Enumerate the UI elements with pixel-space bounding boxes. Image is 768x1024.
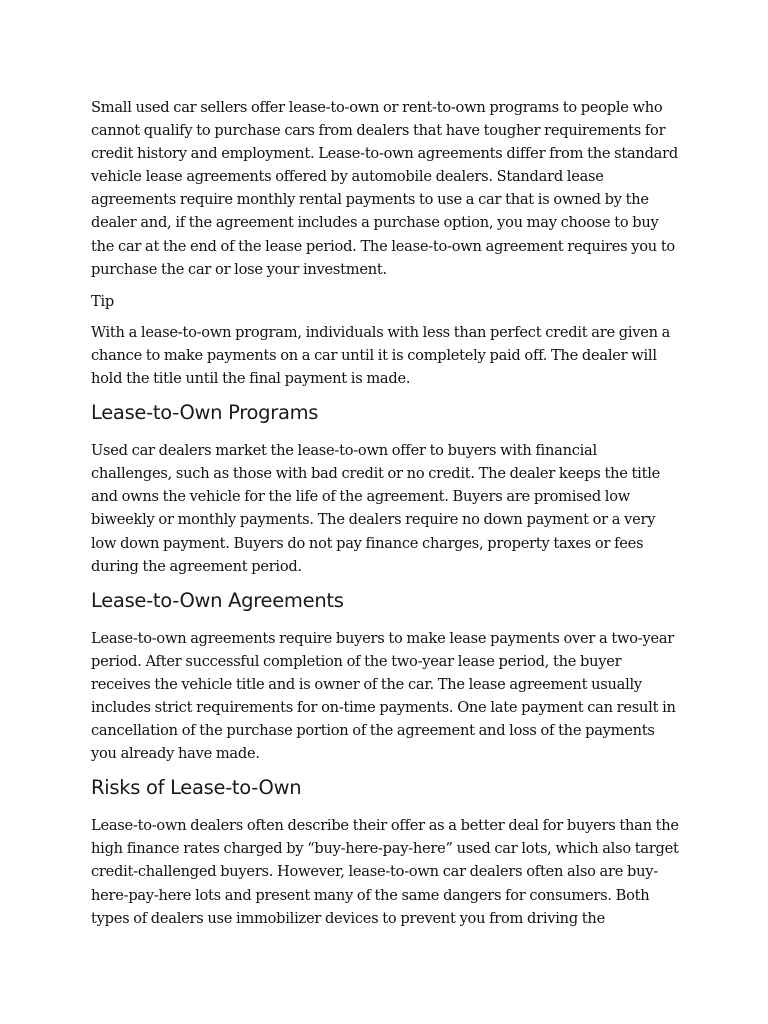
tip-label: Tip xyxy=(91,292,114,310)
section-heading-risks: Risks of Lease-to-Own xyxy=(91,776,302,800)
tip-paragraph: With a lease-to-own program, individuals with less than perfect credit are given a chance to make payments on a car until it is completely paid off. The dealer will hold the title until the final payment is made. xyxy=(91,323,671,388)
intro-paragraph: Small used car sellers offer lease-to-own or rent-to-own programs to people who cannot qualify to purchase cars from dealers that have tougher requirements for credit history and employment. Lease-to-own agreements differ from the standard vehicle lease agreements offered by automobile dealers. Standard lease agreements require monthly rental payments to use a car that is owned by the dealer and, if the agreement includes a purchase option, you may choose to buy the car at the end of the lease period. The lease-to-own agreement requires you to purchase the car or lose your investment. xyxy=(91,99,678,278)
section-heading-agreements: Lease-to-Own Agreements xyxy=(91,588,344,612)
document-page xyxy=(91,96,681,930)
section-body-agreements: Lease-to-own agreements require buyers to make lease payments over a two-year period. After successful completion of the two-year lease period, the buyer receives the vehicle title and is owner of the car. The lease agreement usually includes strict requirements for on-time payments. One late payment can result in cancellation of the purchase portion of the agreement and loss of the payments you already have made. xyxy=(91,629,676,763)
section-body-risks: Lease-to-own dealers often describe their offer as a better deal for buyers than the high finance rates charged by “buy-here-pay-here” used car lots, which also target credit-challenged buyers. However, lease-to-own car dealers often also are buy-here-pay-here lots and present many of the same dangers for consumers. Both types of dealers use immobilizer devices to prevent you from driving the xyxy=(91,817,679,927)
section-body-programs: Used car dealers market the lease-to-own offer to buyers with financial challenges, such as those with bad credit or no credit. The dealer keeps the title and owns the vehicle for the life of the agreement. Buyers are promised low biweekly or monthly payments. The dealers require no down payment or a very low down payment. Buyers do not pay finance charges, property taxes or fees during the agreement period. xyxy=(91,442,661,575)
section-heading-programs: Lease-to-Own Programs xyxy=(91,401,319,425)
